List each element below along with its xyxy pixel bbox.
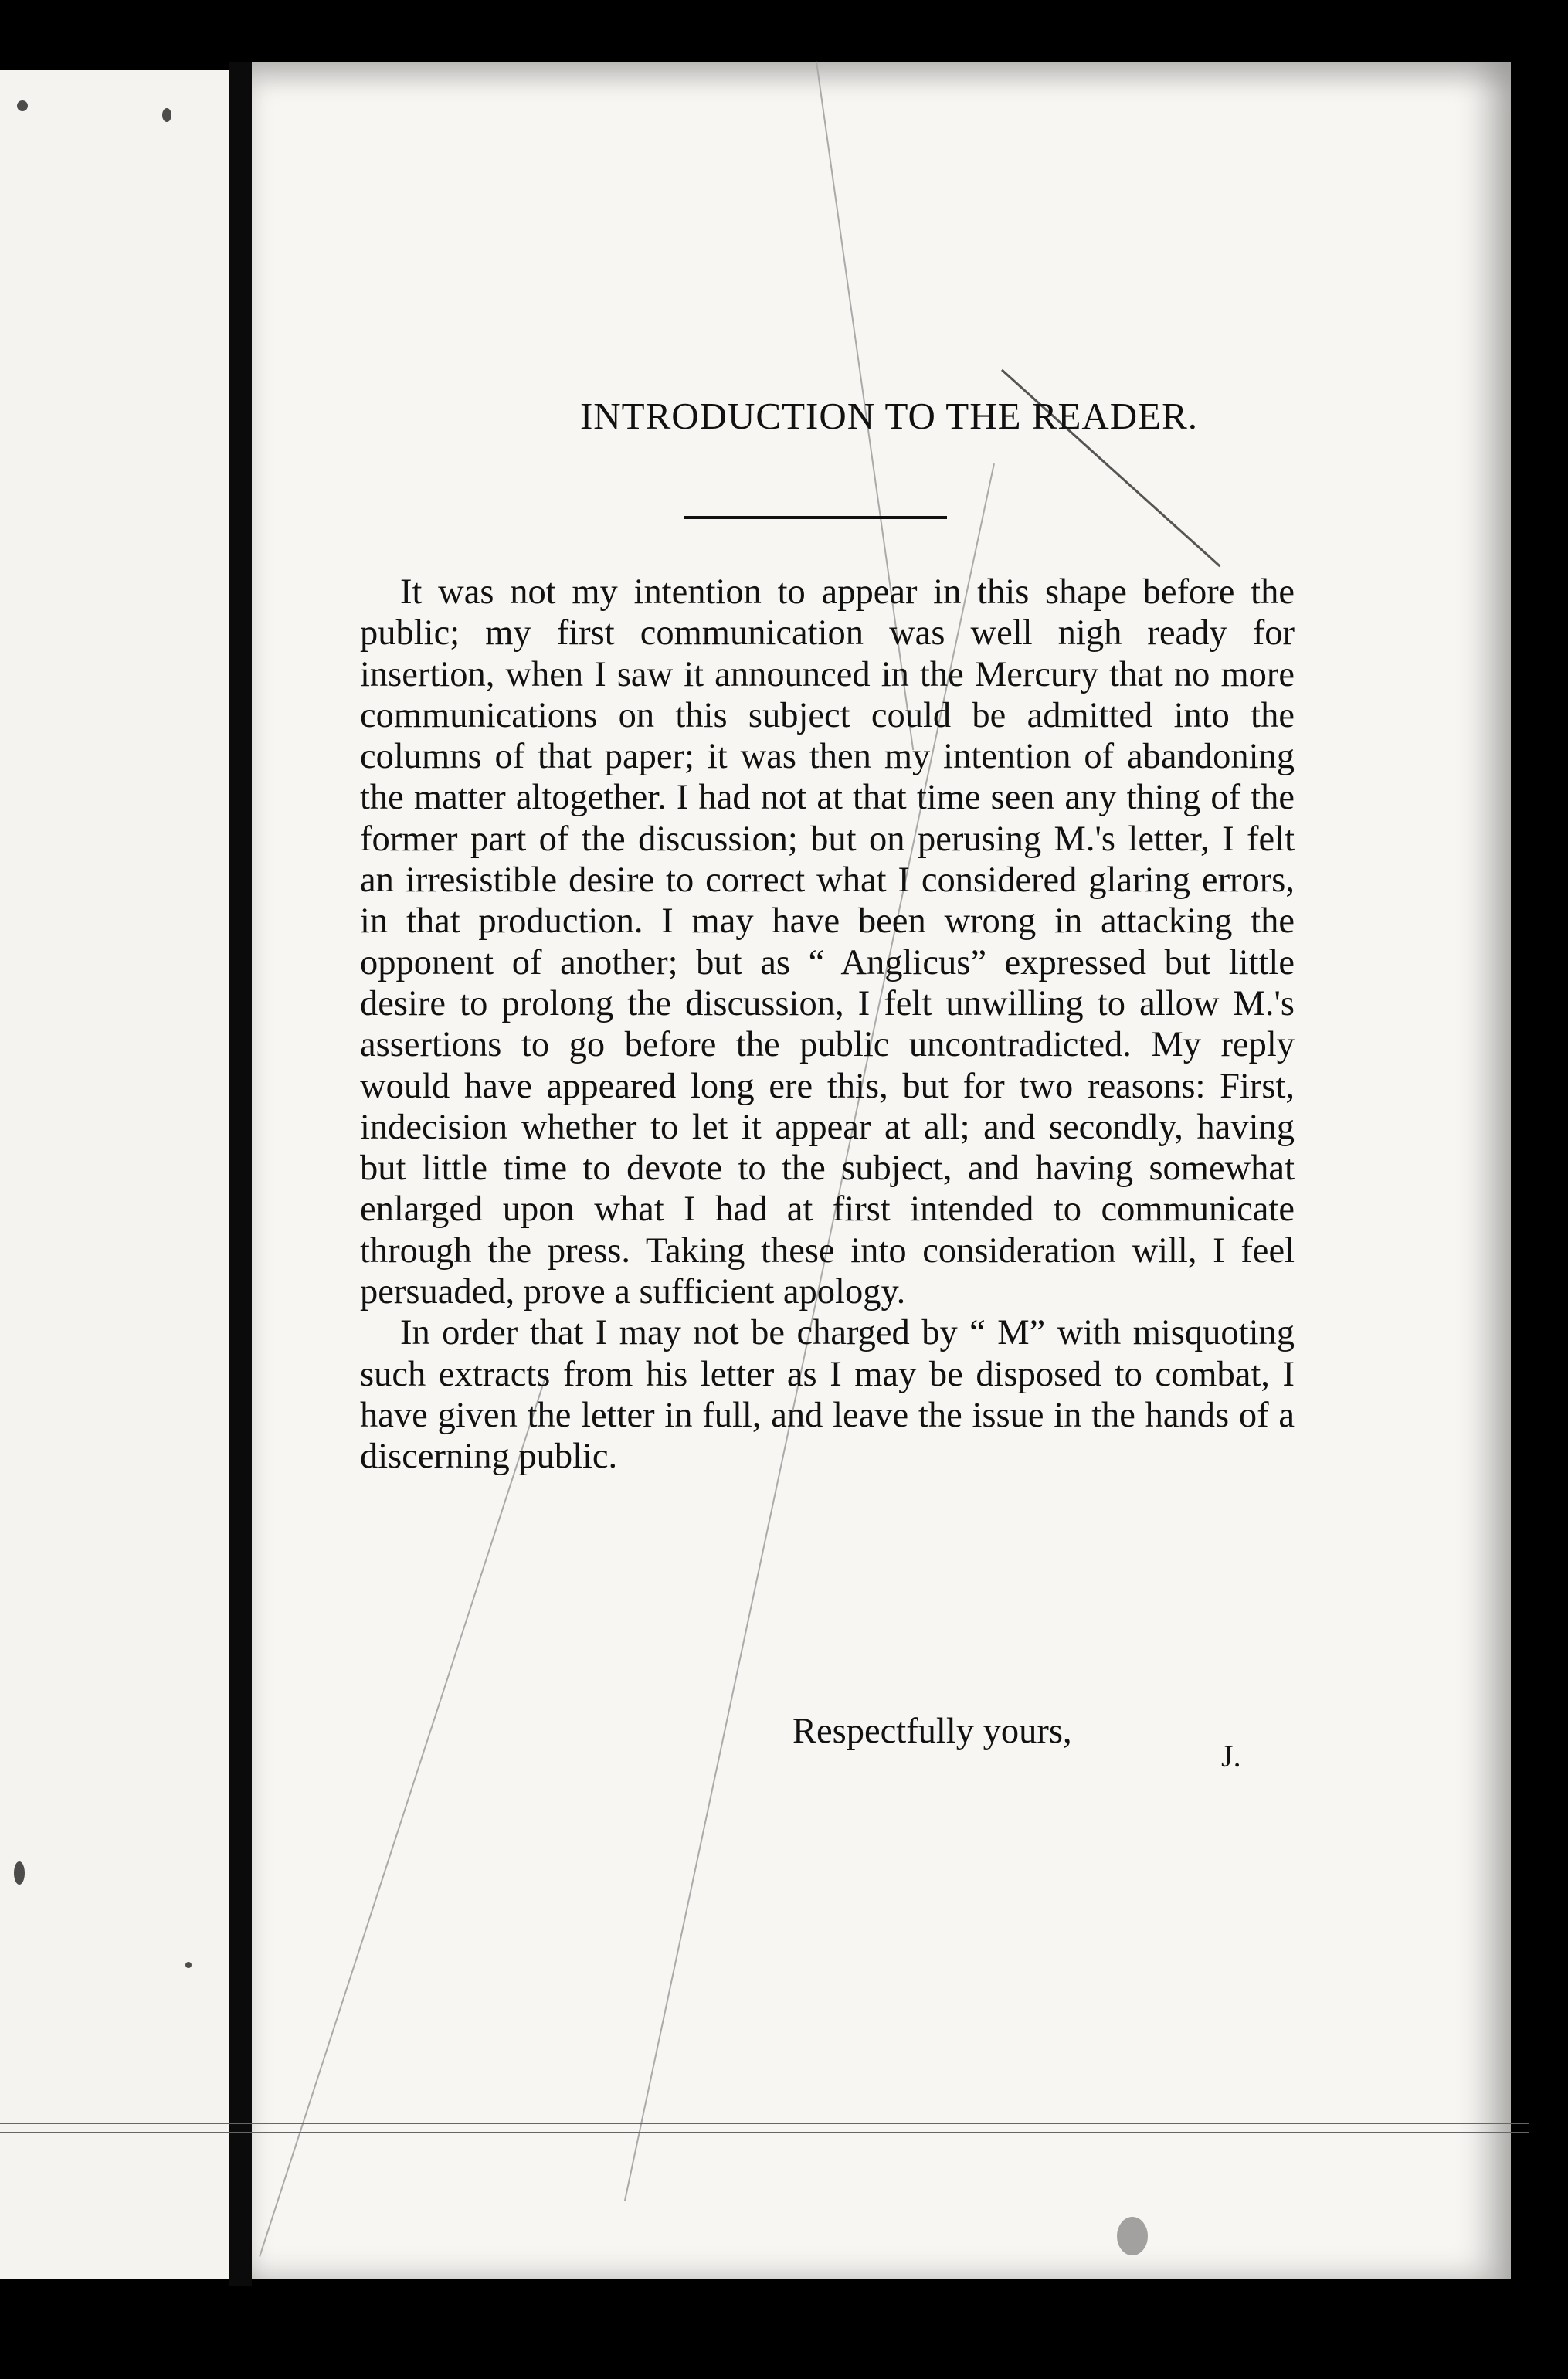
paragraph-2: In order that I may not be charged by “ M” with misquoting such extracts from his letter as I may be disposed to combat, I have given the letter in full, and leave the issue in the hands of a discerning public.: [360, 1313, 1295, 1477]
text-page: [252, 62, 1511, 2279]
closing-salutation: Respectfully yours,: [792, 1712, 1072, 1751]
book-gutter: [229, 62, 252, 2286]
ink-blemish: [162, 108, 171, 122]
paragraph-1: It was not my intention to appear in this shape before the public; my first communication was well nigh ready for insertion, when I saw it announced in the Mercury that no more communications on this subject could be admitted into the columns of that paper; it was then my intention of abandoning the matter altogether. I had not at that time seen any thing of the former part of the discussion; but on perusing M.'s letter, I felt an irresistible desire to correct what I considered glaring errors, in that production. I may have been wrong in attacking the opponent of another; but as “ Anglicus” expressed but little desire to prolong the discussion, I felt unwilling to allow M.'s assertions to go before the public uncontradicted. My reply would have appeared long ere this, but for two reasons: First, indecision whether to let it appear at all; and secondly, having but little time to devote to the subject, and having somewhat enlarged upon what I had at first intended to communicate through the press. Taking these into consideration will, I feel persuaded, prove a sufficient apology.: [360, 572, 1295, 1312]
ink-blemish: [14, 1861, 25, 1885]
signature-initial: J.: [1221, 1739, 1241, 1773]
title-divider: [684, 516, 947, 519]
ink-blemish: [185, 1962, 192, 1968]
page-bottom-rule: [0, 2123, 1529, 2133]
page-title: INTRODUCTION TO THE READER.: [579, 395, 1199, 437]
facing-left-page-edge: [0, 70, 229, 2279]
body-text: [360, 572, 1295, 1478]
ink-blemish: [1117, 2217, 1148, 2255]
ink-blemish: [17, 100, 28, 111]
